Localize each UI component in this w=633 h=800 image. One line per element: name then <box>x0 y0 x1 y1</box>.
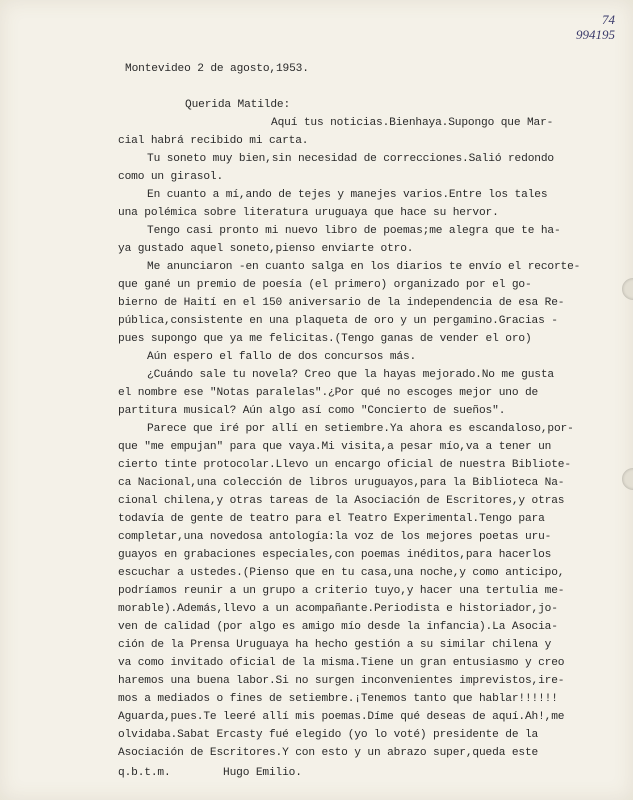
letter-line: Parece que iré por allí en setiembre.Ya ahora es escandaloso,por- <box>147 423 574 435</box>
letter-line: haremos una buena labor.Si no surgen inconvenientes imprevistos,ire- <box>118 675 565 687</box>
letter-line: ven de calidad (por algo es amigo mío desde la infancia).La Asocia- <box>118 621 558 633</box>
letter-line: que gané un premio de poesía (el primero) organizado por el go- <box>118 279 532 291</box>
letter-line: va como invitado oficial de la misma.Tiene un gran entusiasmo y creo <box>118 657 565 669</box>
letter-line: pues supongo que ya me felicitas.(Tengo ganas de vender el oro) <box>118 333 532 345</box>
letter-line: cial habrá recibido mi carta. <box>118 135 309 147</box>
letter-line: Aguarda,pues.Te leeré allí mis poemas.Díme qué deseas de aquí.Ah!,me <box>118 711 565 723</box>
letter-date: Montevideo 2 de agosto,1953. <box>125 63 309 75</box>
letter-line: como un girasol. <box>118 171 224 183</box>
letter-line: completar,una novedosa antología:la voz de los mejores poetas uru- <box>118 531 552 543</box>
letter-line: podríamos reunir a un grupo a criterio tuyo,y hacer una tertulia me- <box>118 585 565 597</box>
letter-line: Aún espero el fallo de dos concursos más. <box>147 351 417 363</box>
archive-number-top: 74 <box>602 12 615 27</box>
letter-line: partitura musical? Aún algo así como "Concierto de sueños". <box>118 405 506 417</box>
letter-salutation: Querida Matilde: <box>185 99 291 111</box>
letter-closing: q.b.t.m. Hugo Emilio. <box>118 767 302 779</box>
letter-line: pública,consistente en una plaqueta de oro y un pergamino.Gracias - <box>118 315 558 327</box>
letter-line: que "me empujan" para que vaya.Mi visita,a pesar mío,va a tener un <box>118 441 552 453</box>
letter-line: Aquí tus noticias.Bienhaya.Supongo que Mar- <box>271 117 554 129</box>
letter-line: el nombre ese "Notas paralelas".¿Por qué no escoges mejor uno de <box>118 387 539 399</box>
letter-line: morable).Además,llevo a un acompañante.Periodista e historiador,jo- <box>118 603 558 615</box>
archive-marks <box>576 12 615 42</box>
letter-line: cional chilena,y otras tareas de la Asociación de Escritores,y otras <box>118 495 565 507</box>
letter-line: Tu soneto muy bien,sin necesidad de correcciones.Salió redondo <box>147 153 554 165</box>
letter-line: Tengo casi pronto mi nuevo libro de poemas;me alegra que te ha- <box>147 225 561 237</box>
punch-hole <box>622 278 633 300</box>
punch-hole <box>622 468 633 490</box>
letter-line: ¿Cuándo sale tu novela? Creo que la hayas mejorado.No me gusta <box>147 369 554 381</box>
letter-line: olvidaba.Sabat Ercasty fué elegido (yo lo voté) presidente de la <box>118 729 539 741</box>
archive-number-bottom: 994195 <box>576 27 615 42</box>
letter-line: mos a mediados o fines de setiembre.¡Tenemos tanto que hablar!!!!!! <box>118 693 558 705</box>
letter-line: ca Nacional,una colección de libros uruguayos,para la Biblioteca Na- <box>118 477 565 489</box>
letter-line: ción de la Prensa Uruguaya ha hecho gestión a su similar chilena y <box>118 639 552 651</box>
letter-line: todavía de gente de teatro para el Teatro Experimental.Tengo para <box>118 513 545 525</box>
letter-line: guayos en grabaciones especiales,con poemas inéditos,para hacerlos <box>118 549 552 561</box>
letter-line: Asociación de Escritores.Y con esto y un abrazo super,queda este <box>118 747 539 759</box>
letter-line: cierto tinte protocolar.Llevo un encargo oficial de nuestra Bibliote- <box>118 459 571 471</box>
letter-line: escuchar a ustedes.(Pienso que en tu casa,una noche,y como anticipo, <box>118 567 565 579</box>
letter-line: una polémica sobre literatura uruguaya que hace su hervor. <box>118 207 499 219</box>
letter-line: En cuanto a mí,ando de tejes y manejes varios.Entre los tales <box>147 189 548 201</box>
letter-line: Me anunciaron -en cuanto salga en los diarios te envío el recorte- <box>147 261 581 273</box>
letter-line: bierno de Haití en el 150 aniversario de la independencia de esa Re- <box>118 297 565 309</box>
letter-line: ya gustado aquel soneto,pienso enviarte otro. <box>118 243 414 255</box>
